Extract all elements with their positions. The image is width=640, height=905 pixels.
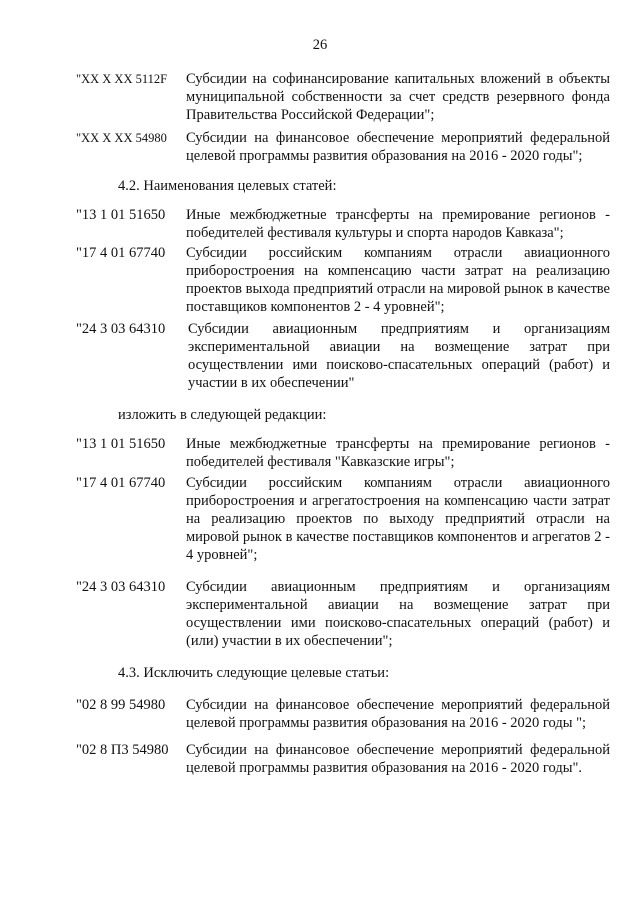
item-description: Субсидии на финансовое обеспечение мероприятий федеральной целевой программы развития образования на 2016 - 2020 годы". <box>186 742 610 776</box>
item-code: "24 3 03 64310 <box>76 321 166 337</box>
item-code: "02 8 99 54980 <box>76 697 166 713</box>
item-description: Иные межбюджетные трансферты на премирование регионов - победителей фестиваля культуры и спорта народов Кавказа"; <box>186 207 610 241</box>
item-description: Субсидии на софинансирование капитальных вложений в объекты муниципальной собственности за счет средств резервного фонда Правительства Российской Федерации"; <box>186 71 610 123</box>
item-code: "XX X XX 54980 <box>76 131 167 145</box>
item-description: Субсидии авиационным предприятиям и организациям экспериментальной авиации на возмещение затрат при осуществлении ими поисково-спасательных операций (работ) и (или) участии в их обеспечении"; <box>186 579 610 649</box>
section-heading-4-2: 4.2. Наименования целевых статей: <box>118 178 337 194</box>
edit-instruction: изложить в следующей редакции: <box>118 407 327 423</box>
item-code: "XX X XX 5112F <box>76 72 168 86</box>
item-code: "17 4 01 67740 <box>76 245 166 261</box>
section-heading-4-3: 4.3. Исключить следующие целевые статьи: <box>118 665 390 681</box>
item-code: "02 8 П3 54980 <box>76 742 169 758</box>
item-description: Иные межбюджетные трансферты на премирование регионов - победителей фестиваля "Кавказские игры"; <box>186 436 610 470</box>
page-number: 26 <box>312 37 328 53</box>
item-description: Субсидии авиационным предприятиям и организациям экспериментальной авиации на возмещение затрат при осуществлении ими поисково-спасательных операций (работ) и участии в их обеспечении" <box>188 321 610 391</box>
item-code: "17 4 01 67740 <box>76 475 166 491</box>
item-code: "13 1 01 51650 <box>76 436 166 452</box>
item-description: Субсидии российским компаниям отрасли авиационного приборостроения на компенсацию части затрат на реализацию проектов выхода предприятий отрасли на мировой рынок в качестве поставщиков компонентов 2 - 4 уровней"; <box>186 245 610 315</box>
item-description: Субсидии российским компаниям отрасли авиационного приборостроения и агрегатостроения на компенсацию части затрат на реализацию проектов по выходу предприятий отрасли на мировой рынок в качестве поставщиков компонентов и агрегатов 2 - 4 уровней"; <box>186 475 610 563</box>
item-code: "24 3 03 64310 <box>76 579 166 595</box>
item-code: "13 1 01 51650 <box>76 207 166 223</box>
item-description: Субсидии на финансовое обеспечение мероприятий федеральной целевой программы развития образования на 2016 - 2020 годы"; <box>186 130 610 164</box>
item-description: Субсидии на финансовое обеспечение мероприятий федеральной целевой программы развития образования на 2016 - 2020 годы "; <box>186 697 610 731</box>
